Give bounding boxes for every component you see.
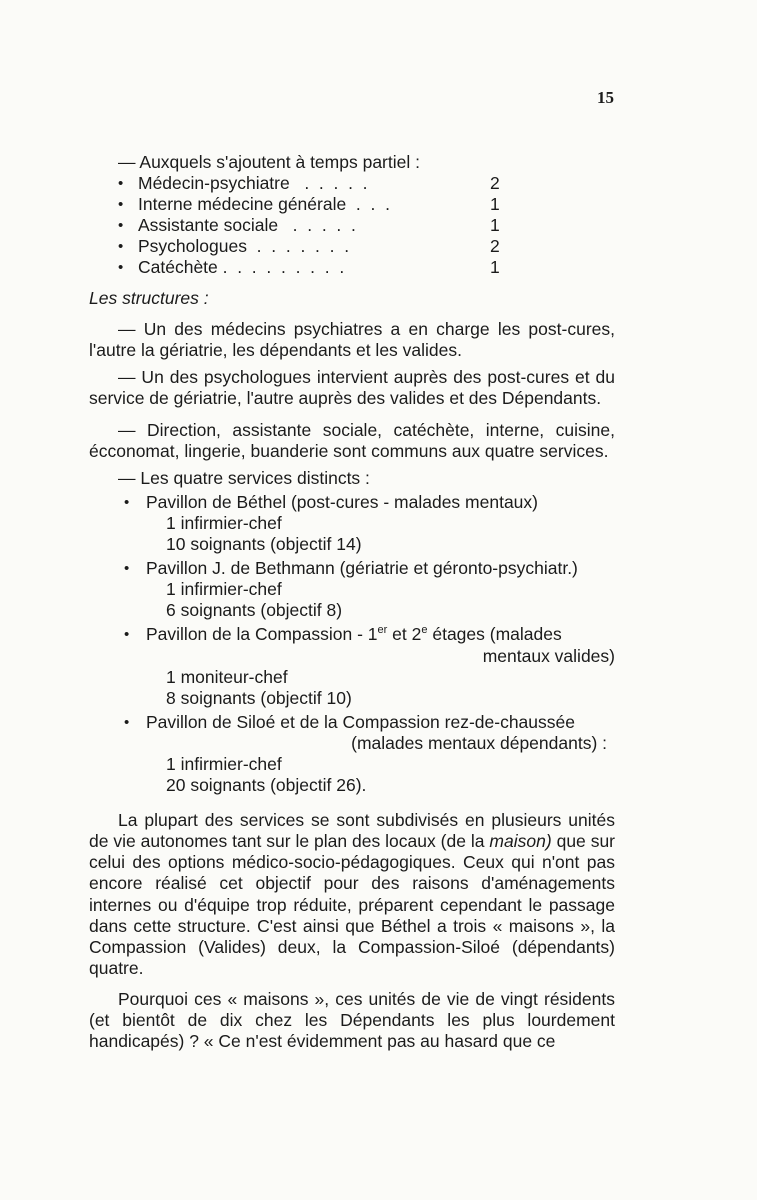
service-head: 1 infirmier-chef	[166, 753, 282, 774]
service-item	[124, 711, 615, 796]
service-staff: 6 soignants (objectif 8)	[166, 600, 343, 621]
intro-line: — Auxquels s'ajoutent à temps partiel :	[118, 152, 420, 172]
staff-role: Psychologues . . . . . . .	[138, 236, 350, 257]
list-item	[118, 194, 615, 215]
staff-role: Interne médecine générale . . .	[138, 194, 390, 215]
service-head: 1 infirmier-chef	[166, 579, 282, 600]
bullet-icon: •	[118, 217, 124, 235]
bullet-icon: •	[118, 238, 124, 256]
service-title: Pavillon de Béthel (post-cures - malades mentaux)	[146, 491, 538, 512]
staff-role: Médecin-psychiatre . . . . .	[138, 173, 368, 194]
staff-list	[89, 173, 615, 278]
service-item	[124, 558, 615, 621]
bullet-icon: •	[118, 175, 124, 193]
list-item	[118, 173, 615, 194]
section-heading: Les structures :	[89, 288, 209, 309]
list-item	[118, 236, 615, 257]
list-item	[118, 257, 615, 278]
bullet-icon: •	[118, 196, 124, 214]
service-staff: 10 soignants (objectif 14)	[166, 534, 362, 555]
bullet-icon: •	[124, 626, 130, 644]
staff-count: 2	[490, 173, 500, 194]
bullet-icon: •	[124, 713, 130, 731]
page-number: 15	[597, 88, 614, 107]
service-head: 1 moniteur-chef	[166, 666, 288, 687]
service-item	[124, 624, 615, 708]
staff-role: Assistante sociale . . . . .	[138, 215, 356, 236]
staff-count: 2	[490, 236, 500, 257]
paragraph: La plupart des services se sont subdivisés en plusieurs unités de vie autonomes tant sur le plan des locaux (de la maison) que sur celui des options médico-socio-pédagogiques. Ceux qui n'ont pas encore réalisé cet objectif pour des raisons d'aménagements internes ou d'équipe trop réduite, préparent cependant le passage dans cette structure. C'est ainsi que Béthel a trois « maisons », la Compassion (Valides) deux, la Compassion-Siloé (dépendants) quatre.	[89, 810, 616, 978]
paragraph: Pourquoi ces « maisons », ces unités de vie de vingt résidents (et bientôt de dix chez les Dépendants les plus lourdement handicapés) ? « Ce n'est évidemment pas au hasard que ce	[89, 988, 615, 1052]
service-title: Pavillon de Siloé et de la Compassion rez-de-chaussée	[146, 711, 575, 732]
paragraph: — Les quatre services distincts :	[118, 467, 370, 488]
service-title-continued: (malades mentaux dépendants) :	[351, 732, 607, 753]
service-head: 1 infirmier-chef	[166, 512, 282, 533]
list-item	[118, 215, 615, 236]
service-title-continued: mentaux valides)	[482, 645, 615, 666]
staff-count: 1	[490, 257, 500, 278]
page-body	[89, 152, 615, 1052]
paragraph: — Un des médecins psychiatres a en charge les post-cures, l'autre la gériatrie, les dépendants et les valides.	[89, 319, 615, 361]
bullet-icon: •	[118, 259, 124, 277]
service-title: Pavillon de la Compassion - 1er et 2e étages (malades	[146, 624, 562, 645]
service-staff: 20 soignants (objectif 26).	[166, 775, 367, 796]
staff-count: 1	[490, 194, 500, 215]
staff-role: Catéchète . . . . . . . . .	[138, 257, 345, 278]
services-list	[89, 492, 615, 796]
bullet-icon: •	[124, 493, 130, 511]
paragraph: — Direction, assistante sociale, catéchète, interne, cuisine, écconomat, lingerie, buanderie sont communs aux quatre services.	[89, 419, 615, 461]
staff-count: 1	[490, 215, 500, 236]
service-item	[124, 491, 615, 555]
bullet-icon: •	[124, 560, 130, 578]
service-staff: 8 soignants (objectif 10)	[166, 687, 352, 708]
service-title: Pavillon J. de Bethmann (gériatrie et géronto-psychiatr.)	[146, 558, 578, 579]
paragraph: — Un des psychologues intervient auprès des post-cures et du service de gériatrie, l'autre auprès des valides et des Dépendants.	[89, 367, 615, 409]
